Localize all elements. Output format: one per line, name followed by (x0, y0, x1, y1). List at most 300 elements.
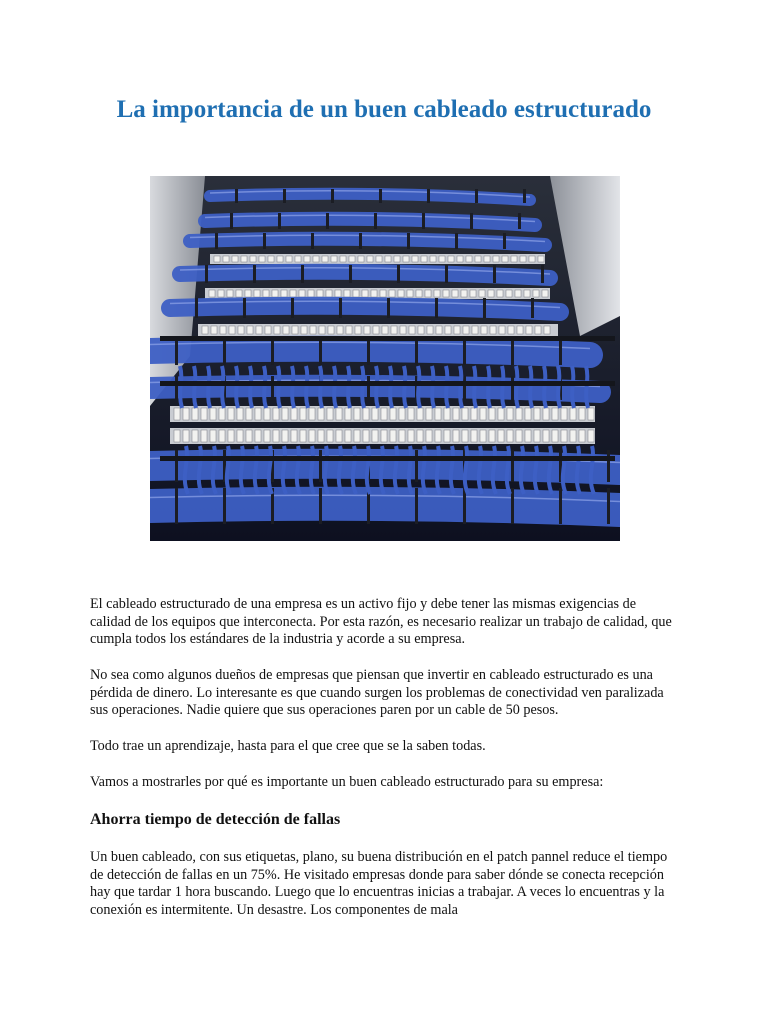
patch-port (290, 290, 296, 297)
patch-port (502, 256, 508, 262)
patch-port (236, 290, 242, 297)
patch-port (525, 408, 531, 420)
patch-port (291, 408, 297, 420)
cable-drop (586, 366, 588, 408)
zip-tie (415, 488, 418, 524)
patch-port (273, 408, 279, 420)
patch-port (475, 256, 481, 262)
zip-tie (301, 265, 304, 283)
patch-port (435, 408, 441, 420)
patch-port (489, 430, 495, 442)
patch-port (331, 256, 337, 262)
patch-port (227, 290, 233, 297)
patch-port (400, 326, 406, 334)
patch-port (412, 256, 418, 262)
patch-port (286, 256, 292, 262)
patch-port (425, 290, 431, 297)
patch-port (220, 326, 226, 334)
patch-port (462, 430, 468, 442)
patch-port (192, 430, 198, 442)
zip-tie (455, 233, 458, 249)
patch-port (552, 430, 558, 442)
patch-port (498, 430, 504, 442)
zip-tie (175, 488, 178, 524)
zip-tie (523, 189, 526, 203)
zip-tie (311, 233, 314, 249)
zip-tie (415, 450, 418, 482)
patch-port (192, 408, 198, 420)
patch-port (228, 408, 234, 420)
patch-port (588, 430, 594, 442)
patch-port (283, 326, 289, 334)
patch-port (263, 290, 269, 297)
patch-port (367, 256, 373, 262)
patch-port (201, 408, 207, 420)
patch-port (259, 256, 265, 262)
patch-port (426, 430, 432, 442)
patch-port (544, 326, 550, 334)
patch-port (363, 430, 369, 442)
zip-tie (175, 450, 178, 482)
cable-drop (362, 366, 364, 408)
cable-drop (474, 366, 476, 408)
zip-tie (339, 298, 342, 318)
patch-port (201, 430, 207, 442)
patch-port (421, 256, 427, 262)
cable-manager-bar (160, 336, 615, 341)
patch-port (373, 326, 379, 334)
cable-drop (250, 366, 252, 408)
cable-drop (572, 366, 574, 408)
zip-tie (518, 213, 521, 229)
patch-port (535, 326, 541, 334)
patch-port (481, 326, 487, 334)
patch-port (472, 326, 478, 334)
patch-port (299, 290, 305, 297)
patch-port (228, 430, 234, 442)
patch-port (308, 290, 314, 297)
patch-port (318, 430, 324, 442)
zip-tie (445, 265, 448, 283)
patch-port (300, 408, 306, 420)
zip-tie (407, 233, 410, 249)
cable-drop (236, 366, 238, 408)
patch-port (318, 408, 324, 420)
zip-tie (470, 213, 473, 229)
patch-port (490, 326, 496, 334)
patch-port (277, 256, 283, 262)
patch-port (543, 408, 549, 420)
zip-tie (511, 376, 514, 400)
cable-drop (432, 366, 434, 408)
zip-tie (243, 298, 246, 318)
cable-manager-bar (160, 456, 615, 461)
patch-port (219, 408, 225, 420)
patch-port (376, 256, 382, 262)
patch-port (292, 326, 298, 334)
patch-port (353, 290, 359, 297)
patch-port (444, 430, 450, 442)
cable-drop (306, 366, 308, 408)
patch-port (340, 256, 346, 262)
zip-tie (511, 450, 514, 482)
paragraph-fault-detection: Un buen cableado, con sus etiquetas, plano, su buena distribución en el patch pannel reduce el tiempo de detección de fallas en un 75%. He visitado empresas donde para saber dónde se conecta recepción hay que tardar 1 hora buscando. Luego que lo encuentras inicias a trabajar. A veces lo encuentras y la conexión es intermitente. Un desastre. Los componentes de mala (90, 849, 668, 918)
patch-port (403, 256, 409, 262)
patch-port (444, 408, 450, 420)
zip-tie (230, 213, 233, 229)
cable-drop (488, 366, 490, 408)
patch-port (461, 290, 467, 297)
patch-port (214, 256, 220, 262)
patch-port (534, 408, 540, 420)
patch-port (471, 430, 477, 442)
patch-port (232, 256, 238, 262)
zip-tie (463, 337, 466, 365)
patch-port (237, 408, 243, 420)
zip-tie (511, 488, 514, 524)
zip-tie (253, 265, 256, 283)
patch-port (394, 256, 400, 262)
patch-port (254, 290, 260, 297)
patch-port (399, 430, 405, 442)
zip-tie (422, 213, 425, 229)
patch-port (470, 290, 476, 297)
patch-port (479, 290, 485, 297)
page-title: La importancia de un buen cableado estructurado (116, 96, 652, 123)
patch-port (174, 430, 180, 442)
cable-drop (320, 366, 322, 408)
section-heading: Ahorra tiempo de detección de fallas (90, 811, 341, 828)
patch-port (223, 256, 229, 262)
patch-port (363, 408, 369, 420)
zip-tie (379, 189, 382, 203)
cable-bundle (205, 219, 535, 225)
zip-tie (195, 298, 198, 318)
zip-tie (559, 337, 562, 365)
zip-tie (427, 189, 430, 203)
patch-port (291, 430, 297, 442)
patch-port (326, 290, 332, 297)
zip-tie (205, 265, 208, 283)
zip-tie (319, 450, 322, 482)
zip-tie (291, 298, 294, 318)
patch-port (345, 430, 351, 442)
patch-port (337, 326, 343, 334)
patch-port (533, 290, 539, 297)
server-rack-photo (150, 176, 620, 541)
patch-port (493, 256, 499, 262)
patch-port (515, 290, 521, 297)
patch-port (579, 430, 585, 442)
patch-port (250, 256, 256, 262)
zip-tie (319, 337, 322, 365)
patch-port (264, 408, 270, 420)
patch-port (570, 430, 576, 442)
patch-port (499, 326, 505, 334)
patch-port (385, 256, 391, 262)
patch-port (570, 408, 576, 420)
patch-port (484, 256, 490, 262)
patch-port (534, 430, 540, 442)
patch-port (507, 430, 513, 442)
patch-port (480, 408, 486, 420)
zip-tie (463, 488, 466, 524)
patch-port (542, 290, 548, 297)
patch-port (372, 430, 378, 442)
patch-port (517, 326, 523, 334)
patch-port (579, 408, 585, 420)
patch-port (398, 290, 404, 297)
cable-bundle (190, 239, 545, 245)
patch-port (229, 326, 235, 334)
zip-tie (271, 337, 274, 365)
patch-port (508, 326, 514, 334)
paragraph-intro: El cableado estructurado de una empresa es un activo fijo y debe tener las mismas exigencias de calidad de los equipos que interconecta. Por esta razón, es necesario realizar un trabajo de calidad, que cumpla todos los estándares de la industria y acorde a su empresa. (90, 596, 672, 647)
patch-port (335, 290, 341, 297)
paragraph-intro-list: Vamos a mostrarles por qué es importante un buen cableado estructurado para su empresa: (90, 774, 604, 790)
zip-tie (374, 213, 377, 229)
patch-port (391, 326, 397, 334)
patch-port (380, 290, 386, 297)
zip-tie (511, 337, 514, 365)
patch-port (588, 408, 594, 420)
zip-tie (483, 298, 486, 318)
patch-port (202, 326, 208, 334)
paragraph-investment: No sea como algunos dueños de empresas que piensan que invertir en cableado estructurado es una pérdida de dinero. Lo interesante es que cuando surgen los problemas de conectividad ven paralizada sus operaciones. Nadie quiere que sus operaciones paren por un cable de 50 pesos. (90, 667, 664, 718)
zip-tie (278, 213, 281, 229)
patch-port (407, 290, 413, 297)
patch-port (436, 326, 442, 334)
patch-port (219, 430, 225, 442)
patch-port (520, 256, 526, 262)
patch-port (183, 430, 189, 442)
zip-tie (397, 265, 400, 283)
patch-port (399, 408, 405, 420)
patch-port (507, 408, 513, 420)
patch-port (336, 408, 342, 420)
zip-tie (607, 488, 610, 524)
patch-port (300, 430, 306, 442)
cable-drop (222, 366, 224, 408)
cable-bundle (150, 504, 620, 510)
patch-port (301, 326, 307, 334)
cable-drop (348, 366, 350, 408)
patch-port (552, 408, 558, 420)
cable-drop (390, 366, 392, 408)
cable-bundle (170, 306, 560, 312)
zip-tie (331, 189, 334, 203)
patch-port (435, 430, 441, 442)
patch-port (445, 326, 451, 334)
patch-port (245, 290, 251, 297)
cable-drop (208, 366, 210, 408)
zip-tie (607, 450, 610, 482)
patch-port (561, 430, 567, 442)
patch-port (265, 326, 271, 334)
patch-port (256, 326, 262, 334)
patch-port (381, 408, 387, 420)
patch-port (327, 430, 333, 442)
patch-port (210, 430, 216, 442)
patch-port (237, 430, 243, 442)
cable-drop (376, 366, 378, 408)
patch-port (511, 256, 517, 262)
patch-port (319, 326, 325, 334)
patch-port (454, 326, 460, 334)
zip-tie (175, 337, 178, 365)
patch-port (526, 326, 532, 334)
zip-tie (223, 337, 226, 365)
patch-port (362, 290, 368, 297)
patch-port (408, 408, 414, 420)
patch-port (273, 430, 279, 442)
patch-port (183, 408, 189, 420)
zip-tie (223, 488, 226, 524)
patch-port (281, 290, 287, 297)
zip-tie (235, 189, 238, 203)
patch-port (448, 256, 454, 262)
zip-tie (367, 337, 370, 365)
patch-port (390, 430, 396, 442)
zip-tie (215, 233, 218, 249)
cable-drop (558, 366, 560, 408)
patch-port (355, 326, 361, 334)
cable-drop (180, 366, 182, 408)
cable-drop (418, 366, 420, 408)
zip-tie (415, 337, 418, 365)
patch-port (430, 256, 436, 262)
cable-drop (264, 366, 266, 408)
patch-port (418, 326, 424, 334)
cable-drop (334, 366, 336, 408)
patch-port (417, 408, 423, 420)
patch-port (247, 326, 253, 334)
patch-port (452, 290, 458, 297)
patch-port (543, 430, 549, 442)
patch-port (457, 256, 463, 262)
patch-port (255, 408, 261, 420)
patch-port (390, 408, 396, 420)
patch-port (480, 430, 486, 442)
patch-port (174, 408, 180, 420)
patch-port (210, 408, 216, 420)
patch-port (434, 290, 440, 297)
zip-tie (319, 488, 322, 524)
zip-tie (493, 265, 496, 283)
patch-port (561, 408, 567, 420)
cable-drop (460, 366, 462, 408)
patch-port (317, 290, 323, 297)
patch-port (238, 326, 244, 334)
patch-port (389, 290, 395, 297)
cable-drop (530, 366, 532, 408)
patch-port (272, 290, 278, 297)
patch-port (489, 408, 495, 420)
patch-port (466, 256, 472, 262)
paragraph-learning: Todo trae un aprendizaje, hasta para el que cree que se la saben todas. (90, 738, 486, 754)
patch-port (538, 256, 544, 262)
patch-port (349, 256, 355, 262)
patch-port (462, 408, 468, 420)
cable-drop (544, 366, 546, 408)
patch-port (417, 430, 423, 442)
patch-port (409, 326, 415, 334)
patch-port (268, 256, 274, 262)
cable-drop (194, 366, 196, 408)
patch-port (313, 256, 319, 262)
zip-tie (559, 488, 562, 524)
patch-port (241, 256, 247, 262)
patch-port (282, 408, 288, 420)
zip-tie (367, 376, 370, 400)
patch-port (439, 256, 445, 262)
cable-manager-bar (160, 381, 615, 386)
patch-port (295, 256, 301, 262)
patch-port (358, 256, 364, 262)
zip-tie (349, 265, 352, 283)
patch-port (354, 408, 360, 420)
patch-port (264, 430, 270, 442)
zip-tie (463, 376, 466, 400)
patch-port (327, 408, 333, 420)
patch-port (274, 326, 280, 334)
patch-port (246, 408, 252, 420)
patch-port (304, 256, 310, 262)
zip-tie (387, 298, 390, 318)
zip-tie (175, 376, 178, 400)
zip-tie (326, 213, 329, 229)
patch-port (211, 326, 217, 334)
patch-port (282, 430, 288, 442)
patch-port (309, 408, 315, 420)
cable-drop (292, 366, 294, 408)
patch-port (427, 326, 433, 334)
patch-port (497, 290, 503, 297)
patch-port (453, 408, 459, 420)
patch-port (328, 326, 334, 334)
cable-drop (446, 366, 448, 408)
patch-port (345, 408, 351, 420)
patch-port (488, 290, 494, 297)
patch-port (346, 326, 352, 334)
patch-port (382, 326, 388, 334)
patch-port (524, 290, 530, 297)
patch-port (453, 430, 459, 442)
patch-port (529, 256, 535, 262)
zip-tie (503, 233, 506, 249)
zip-tie (263, 233, 266, 249)
patch-port (463, 326, 469, 334)
patch-port (372, 408, 378, 420)
patch-port (336, 430, 342, 442)
patch-port (371, 290, 377, 297)
zip-tie (531, 298, 534, 318)
patch-port (416, 290, 422, 297)
zip-tie (359, 233, 362, 249)
patch-port (443, 290, 449, 297)
patch-port (426, 408, 432, 420)
zip-tie (541, 265, 544, 283)
zip-tie (283, 189, 286, 203)
patch-port (364, 326, 370, 334)
cable-drop (516, 366, 518, 408)
cable-drop (502, 366, 504, 408)
patch-port (354, 430, 360, 442)
patch-port (381, 430, 387, 442)
patch-port (344, 290, 350, 297)
patch-port (218, 290, 224, 297)
zip-tie (435, 298, 438, 318)
